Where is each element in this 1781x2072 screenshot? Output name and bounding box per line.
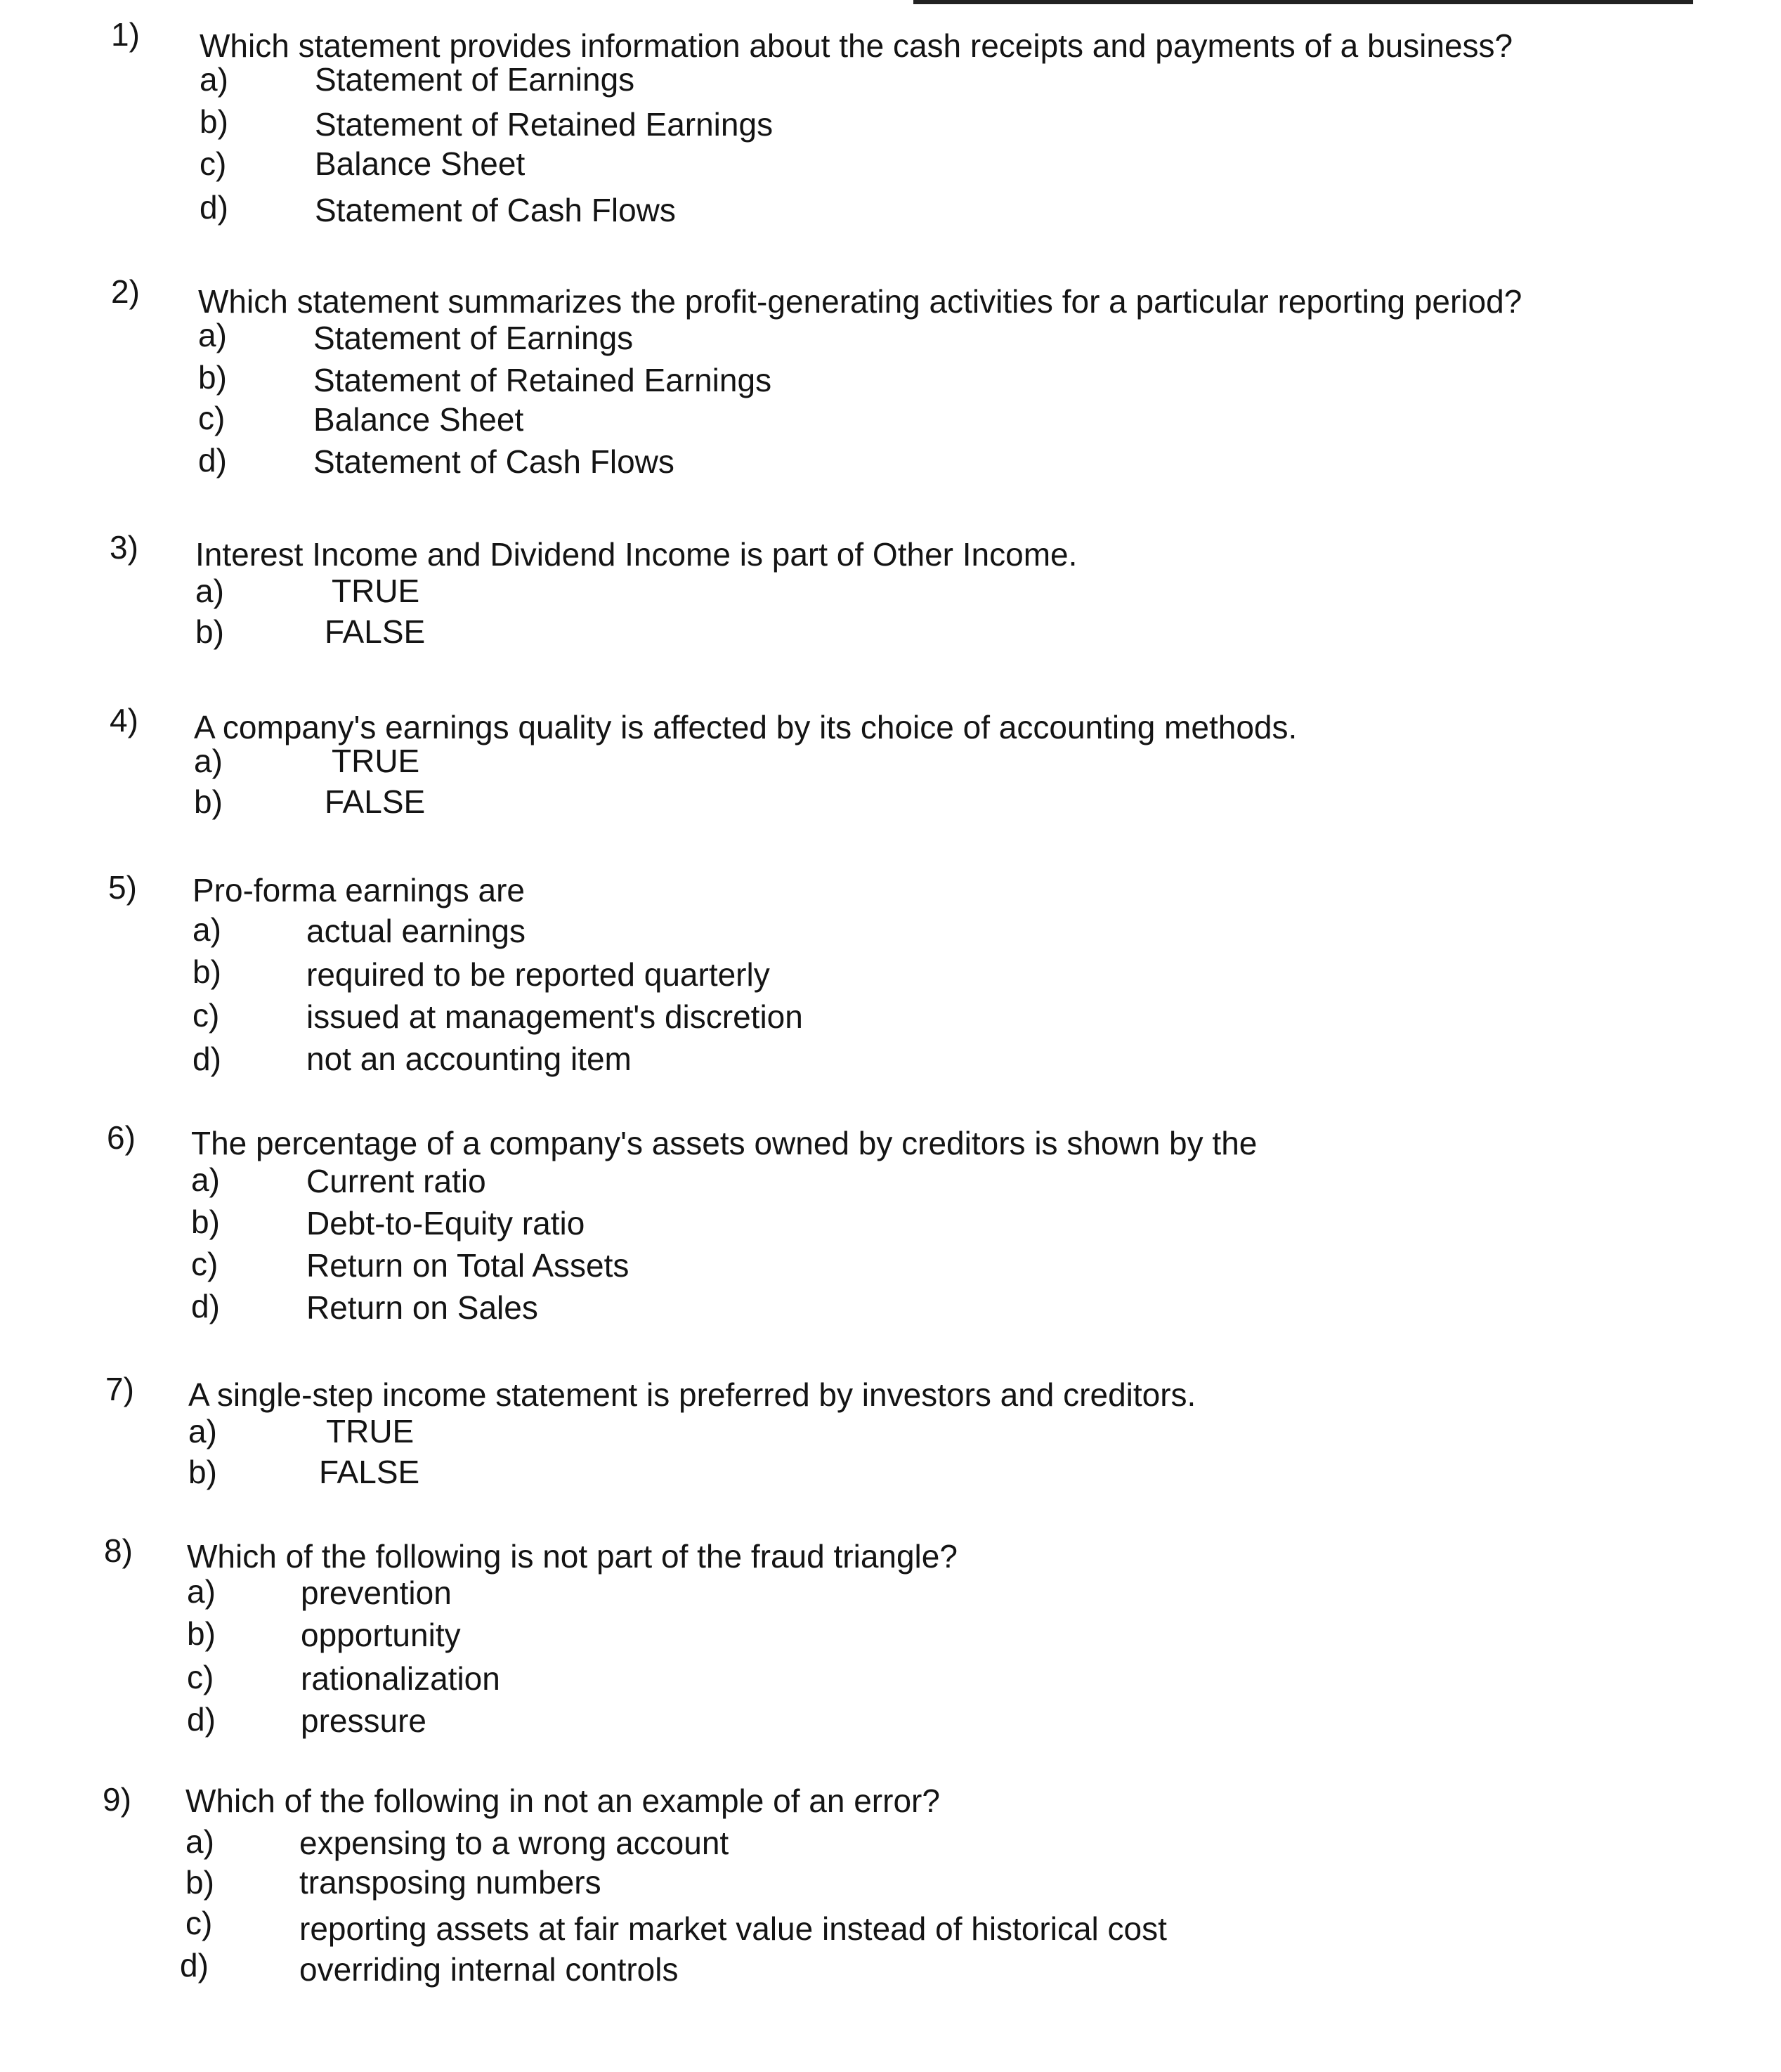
option-text: actual earnings (306, 913, 526, 949)
option-text: Statement of Earnings (313, 320, 634, 356)
option-letter: c) (200, 145, 227, 182)
option-letter: a) (198, 317, 227, 353)
option-text: not an accounting item (306, 1041, 632, 1077)
option-letter: d) (198, 442, 227, 478)
question-text: Interest Income and Dividend Income is part of Other Income. (195, 536, 1078, 573)
option-letter: d) (191, 1288, 220, 1324)
option-text: Return on Sales (306, 1289, 538, 1326)
option-text: rationalization (301, 1660, 500, 1697)
option-letter: b) (185, 1864, 214, 1901)
option-letter: c) (187, 1659, 214, 1695)
question-number: 8) (104, 1532, 133, 1569)
option-letter: b) (194, 783, 223, 820)
option-letter: b) (195, 613, 224, 650)
option-text: Balance Sheet (313, 401, 524, 438)
option-letter: b) (193, 953, 221, 990)
option-text: required to be reported quarterly (306, 956, 770, 993)
option-text: FALSE (325, 613, 426, 650)
option-text: transposing numbers (299, 1864, 601, 1901)
option-letter: a) (194, 743, 223, 779)
option-letter: d) (187, 1701, 216, 1738)
option-text: expensing to a wrong account (299, 1825, 729, 1861)
question-text: A single-step income statement is preferred by investors and creditors. (188, 1376, 1196, 1413)
question-number: 9) (103, 1781, 131, 1818)
question-number: 2) (111, 273, 140, 310)
option-text: Current ratio (306, 1163, 486, 1199)
option-text: Statement of Cash Flows (313, 443, 674, 480)
option-letter: a) (187, 1573, 216, 1610)
option-letter: b) (191, 1204, 220, 1240)
option-letter: d) (180, 1947, 209, 1983)
option-text: Return on Total Assets (306, 1247, 629, 1284)
option-text: prevention (301, 1575, 452, 1611)
option-text: TRUE (326, 1413, 415, 1449)
option-letter: c) (193, 997, 220, 1034)
option-text: FALSE (319, 1454, 420, 1490)
option-text: Statement of Cash Flows (315, 192, 676, 228)
option-text: TRUE (332, 573, 420, 609)
question-text: Which of the following in not an example of an error? (185, 1783, 940, 1819)
question-text: The percentage of a company's assets owned by creditors is shown by the (191, 1125, 1258, 1161)
option-letter: d) (200, 189, 228, 226)
option-letter: d) (193, 1041, 221, 1077)
option-text: reporting assets at fair market value instead of historical cost (299, 1910, 1167, 1947)
option-letter: a) (193, 911, 221, 948)
option-letter: a) (188, 1413, 217, 1449)
option-letter: c) (198, 400, 226, 436)
option-text: Statement of Retained Earnings (315, 106, 774, 143)
question-text: Which statement provides information about the cash receipts and payments of a business? (200, 27, 1513, 64)
option-text: pressure (301, 1702, 426, 1739)
option-letter: a) (185, 1823, 214, 1860)
option-text: opportunity (301, 1617, 461, 1653)
option-text: overriding internal controls (299, 1951, 679, 1988)
option-text: Balance Sheet (315, 145, 526, 182)
option-text: Statement of Retained Earnings (313, 362, 772, 398)
option-text: issued at management's discretion (306, 998, 803, 1035)
option-letter: c) (191, 1246, 218, 1282)
option-letter: b) (187, 1615, 216, 1652)
option-letter: a) (195, 573, 224, 609)
question-text: Which of the following is not part of the fraud triangle? (187, 1538, 958, 1575)
option-text: Statement of Earnings (315, 61, 635, 98)
question-text: Which statement summarizes the profit-generating activities for a particular reporting period? (198, 283, 1522, 320)
question-number: 3) (110, 529, 138, 566)
option-text: TRUE (332, 743, 420, 779)
option-letter: b) (200, 103, 228, 140)
option-letter: c) (185, 1905, 213, 1941)
question-text: A company's earnings quality is affected by its choice of accounting methods. (194, 709, 1298, 745)
question-number: 4) (110, 702, 138, 738)
option-text: FALSE (325, 783, 426, 820)
top-rule (913, 0, 1693, 4)
option-text: Debt-to-Equity ratio (306, 1205, 585, 1242)
option-letter: b) (188, 1454, 217, 1490)
question-text: Pro-forma earnings are (193, 872, 525, 908)
option-letter: a) (200, 61, 228, 98)
option-letter: a) (191, 1161, 220, 1198)
question-number: 1) (111, 16, 140, 53)
question-number: 6) (107, 1119, 136, 1156)
question-number: 7) (105, 1371, 134, 1407)
question-number: 5) (108, 869, 137, 906)
option-letter: b) (198, 359, 227, 396)
